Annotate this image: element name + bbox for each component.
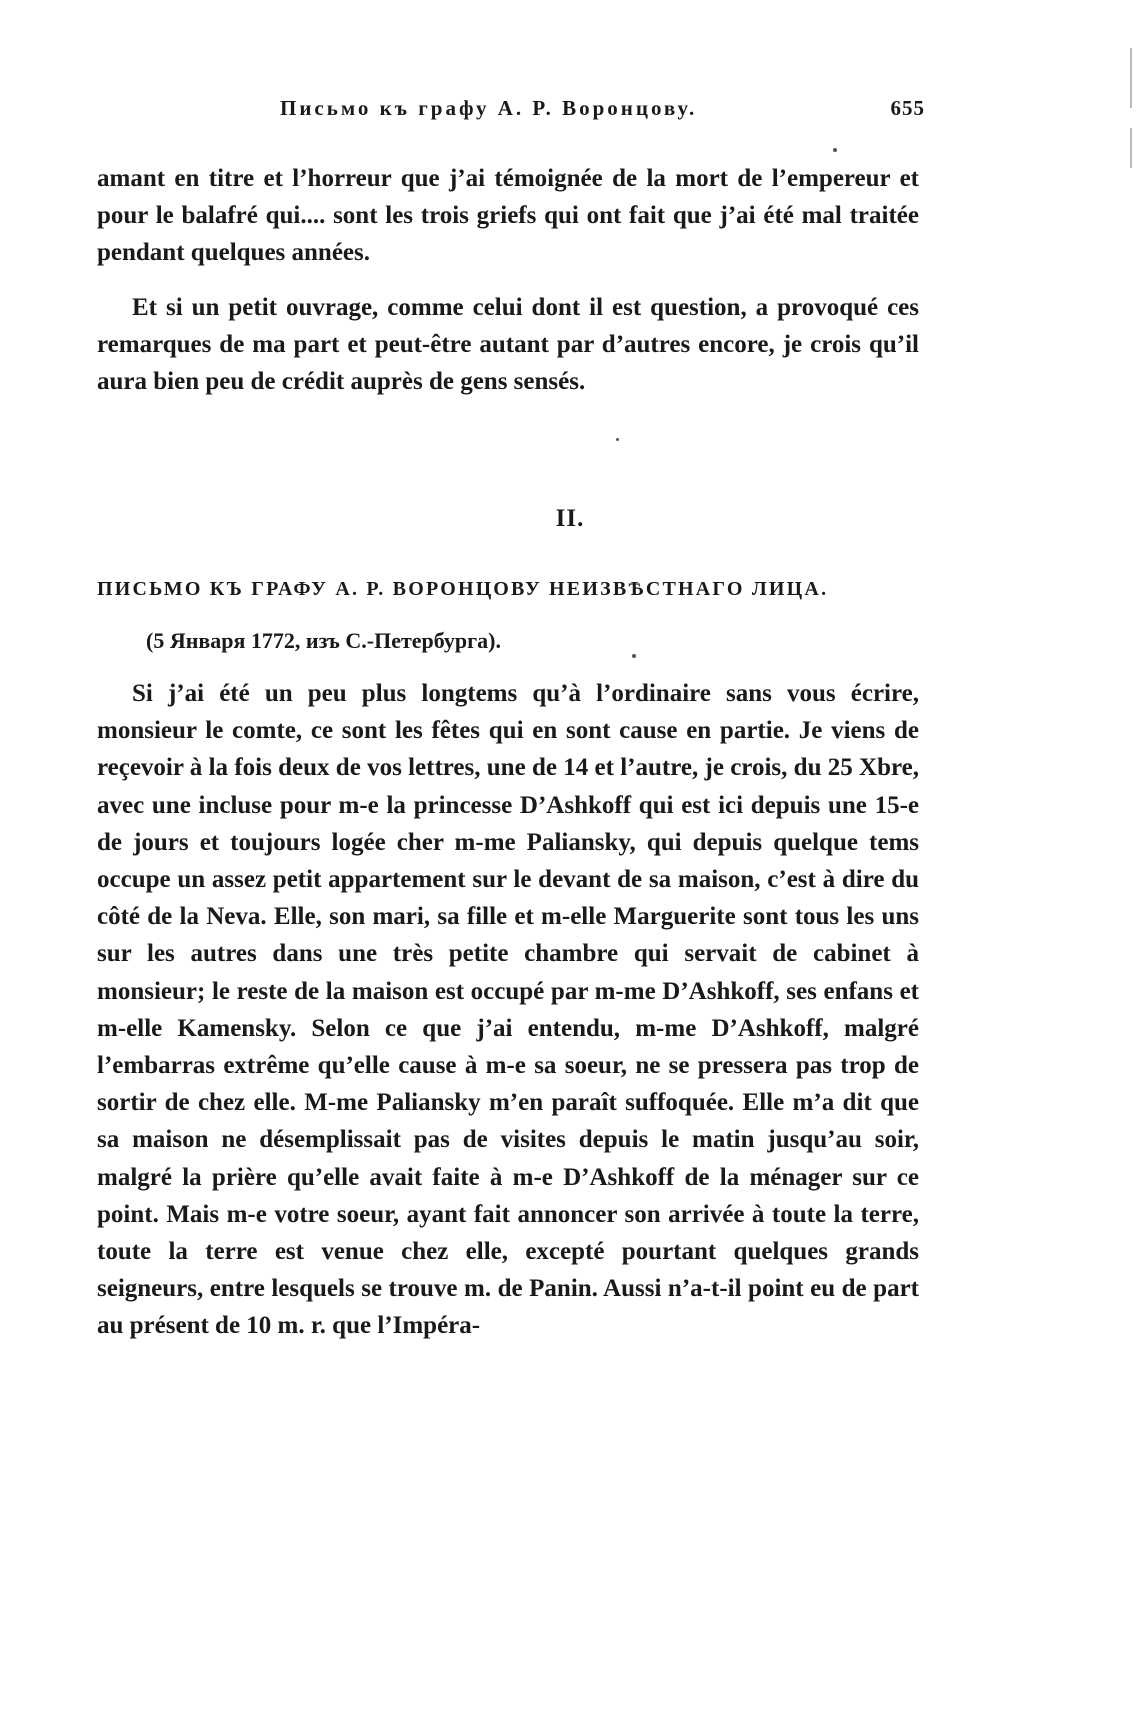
letter-dateline: (5 Января 1772, изъ С.-Петербурга). (146, 628, 501, 653)
page-edge-mark (1130, 48, 1132, 108)
running-head (95, 96, 925, 126)
print-speck (632, 654, 636, 658)
page-edge-mark (1130, 128, 1132, 168)
paragraph-text: Et si un petit ouvrage, comme celui dont il est question, a provoqué ces remarques de ma part et peut-être autant par d’autres encore, je crois qu’il aura bien peu de crédit auprès de gens sensés. (97, 294, 919, 396)
paragraph-text: Si j’ai été un peu plus longtems qu’à l’ordinaire sans vous écrire, monsieur le comte, ce sont les fêtes qui en sont cause en partie. Je viens de reçevoir à la fois deux de vos lettres, une de 14 et l’autre, je crois, du 25 Xbre, avec une incluse pour m-e la princesse D’Ashkoff qui est ici depuis une 15-e de jours et toujours logée cher m-me Paliansky, qui depuis quelque tems occupe un assez petit appartement sur le devant de sa maison, c’est à dire du côté de la Neva. Elle, son mari, sa fille et m-elle Marguerite sont tous les uns sur les autres dans une très petite chambre qui servait de cabinet à monsieur; le reste de la maison est occupé par m-me D’Ashkoff, ses enfans et m-elle Kamensky. Selon ce que j’ai entendu, m-me D’Ashkoff, malgré l’embarras extrême qu’elle cause à m-e sa soeur, ne se pressera pas trop de sortir de chez elle. M-me Paliansky m’en paraît suffoquée. Elle m’a dit que sa maison ne désemplissait pas de visites depuis le matin jusqu’au soir, malgré la prière qu’elle avait faite à m-e D’Ashkoff de la ménager sur ce point. Mais m-e votre soeur, ayant fait annoncer son arrivée à toute la terre, toute la terre est venue chez elle, excepté pourtant quelques grands seigneurs, entre lesquels se trouve m. de Panin. Aussi n’a-t-il point eu de part au présent de 10 m. r. que l’Impéra- (97, 680, 919, 1340)
section-number: II. (555, 505, 585, 532)
paragraph-closing (97, 289, 919, 401)
paragraph-text: amant en titre et l’horreur que j’ai témoignée de la mort de l’empereur et pour le balafré qui.... sont les trois griefs qui ont fait que j’ai été mal traitée pendant quelques années. (97, 165, 919, 267)
print-speck (833, 148, 837, 152)
letter-body (97, 675, 919, 1345)
paragraph-continuation (97, 160, 919, 272)
section-heading: ПИСЬМО КЪ ГРАФУ А. Р. ВОРОНЦОВУ НЕИЗВѢСТНАГО ЛИЦА. (97, 578, 829, 600)
print-speck (616, 438, 619, 441)
running-head-title: Письмо къ графу А. Р. Воронцову. (280, 96, 698, 120)
page-number: 655 (890, 96, 925, 120)
